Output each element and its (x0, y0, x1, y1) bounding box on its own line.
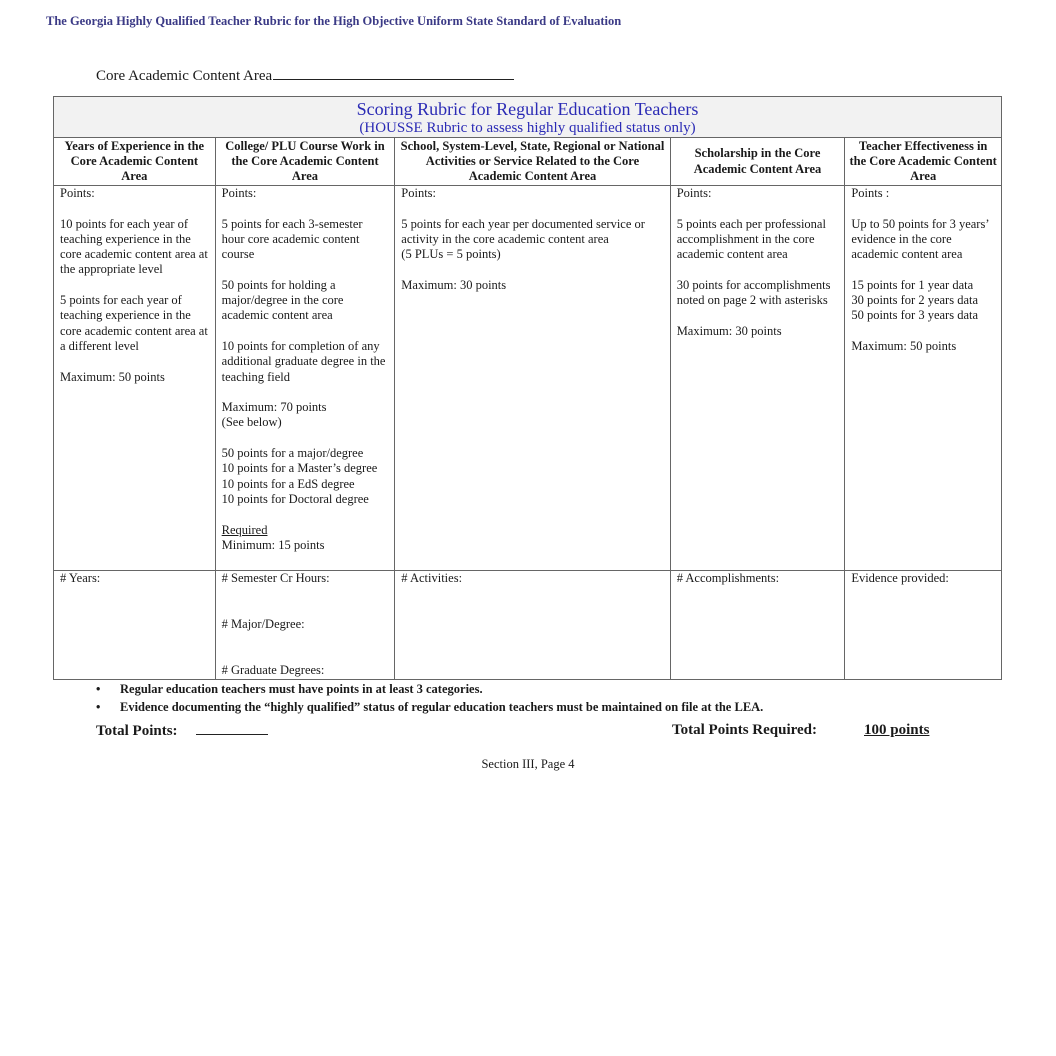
note-item (96, 680, 763, 698)
count-cell-years[interactable] (54, 571, 216, 679)
degree-points-text: 10 points for a EdS degree (221, 476, 355, 491)
required-label: Required (221, 522, 268, 537)
count-cell-activities[interactable] (395, 571, 670, 679)
count-cell-evidence[interactable] (845, 571, 1001, 679)
major-degree-field-label: # Major/Degree: (221, 617, 305, 631)
data-points-text: 50 points for 3 years data (851, 308, 979, 323)
rubric-header-row (54, 138, 1001, 186)
total-points-blank-line[interactable] (196, 722, 268, 735)
points-cell-experience (54, 186, 216, 570)
criterion-text: 50 points for holding a major/degree in the core academic content area (221, 277, 344, 323)
total-points-required-label: Total Points Required: (672, 722, 818, 738)
count-cell-coursework[interactable] (216, 571, 396, 679)
evidence-field-label: Evidence provided: (851, 571, 949, 585)
maximum-text: Maximum: 70 points (221, 400, 327, 415)
criterion-text: 5 points for each year of teaching experience in the core academic content area at a different level (60, 293, 208, 353)
semester-hours-field-label: # Semester Cr Hours: (221, 571, 330, 585)
degree-points-text: 10 points for Doctoral degree (221, 491, 369, 506)
column-header-experience: Years of Experience in the Core Academic Content Area (54, 138, 216, 185)
maximum-text: Maximum: 50 points (851, 338, 957, 353)
content-area-label: Core Academic Content Area (96, 68, 273, 84)
maximum-text: Maximum: 30 points (401, 277, 507, 292)
criterion-text: 5 points for each 3-semester hour core academic content course (221, 216, 363, 262)
maximum-text: Maximum: 30 points (676, 323, 782, 338)
criterion-text: Up to 50 points for 3 years’ evidence in the core academic content area (851, 216, 989, 262)
total-points-label: Total Points: (96, 723, 178, 739)
accomplishments-field-label: # Accomplishments: (676, 571, 780, 585)
points-label: Points: (401, 186, 437, 200)
degree-points-text: 10 points for a Master’s degree (221, 461, 378, 476)
column-header-effectiveness: Teacher Effectiveness in the Core Academic Content Area (849, 138, 997, 184)
content-area-field (96, 66, 514, 85)
rubric-subtitle: (HOUSSE Rubric to assess highly qualified status only) (359, 120, 696, 136)
total-points-required-value: 100 points (864, 722, 930, 738)
rubric-points-row (54, 186, 1001, 571)
points-cell-scholarship (671, 186, 846, 570)
total-points-field (96, 722, 268, 740)
data-points-text: 15 points for 1 year data (851, 277, 974, 292)
criterion-text: 5 points each per professional accomplishment in the core academic content area (676, 216, 826, 262)
graduate-degrees-field-label: # Graduate Degrees: (221, 663, 325, 677)
degree-points-text: 50 points for a major/degree (221, 446, 364, 461)
page-footer: Section III, Page 4 (481, 757, 575, 771)
bullet-icon: • (96, 682, 101, 696)
criterion-text: 10 points for each year of teaching experience in the core academic content area at the appropriate level (60, 216, 208, 277)
activities-field-label: # Activities: (401, 571, 463, 585)
column-header-coursework: College/ PLU Course Work in the Core Academic Content Area (216, 138, 396, 185)
document-header-title: The Georgia Highly Qualified Teacher Rubric for the High Objective Uniform State Standard of Evaluation (46, 14, 622, 28)
rubric-title-band (54, 97, 1001, 138)
rubric-title: Scoring Rubric for Regular Education Teachers (356, 99, 699, 119)
requirement-notes (96, 680, 763, 716)
scoring-rubric-table (53, 96, 1002, 680)
data-points-text: 30 points for 2 years data (851, 293, 979, 308)
see-below-text: (See below) (221, 415, 282, 430)
note-text: Regular education teachers must have points in at least 3 categories. (120, 682, 483, 696)
points-cell-activities (395, 186, 670, 570)
points-cell-coursework (216, 186, 396, 570)
bullet-icon: • (96, 700, 101, 714)
years-field-label: # Years: (60, 571, 101, 585)
criterion-text: 10 points for completion of any additional graduate degree in the teaching field (221, 338, 386, 384)
points-cell-effectiveness (845, 186, 1001, 570)
maximum-text: Maximum: 50 points (60, 369, 165, 384)
points-label: Points: (60, 186, 95, 200)
minimum-text: Minimum: 15 points (221, 537, 325, 552)
column-header-activities: School, System-Level, State, Regional or National Activities or Service Related to the Core Academic Content Area (395, 138, 670, 185)
points-label: Points: (221, 186, 257, 200)
rubric-count-row (54, 571, 1001, 679)
criterion-text: 30 points for accomplishments noted on page 2 with asterisks (676, 277, 831, 308)
count-cell-accomplishments[interactable] (671, 571, 846, 679)
content-area-blank-line[interactable] (273, 66, 514, 80)
points-label: Points: (676, 186, 712, 200)
points-label: Points : (851, 186, 890, 200)
plu-conversion-text: (5 PLUs = 5 points) (401, 247, 501, 262)
note-item (96, 698, 763, 716)
note-text: Evidence documenting the “highly qualified” status of regular education teachers must be maintained on file at the LEA. (120, 700, 764, 714)
column-header-scholarship: Scholarship in the Core Academic Content Area (671, 138, 846, 185)
criterion-text: 5 points for each year per documented service or activity in the core academic content area (401, 216, 645, 246)
